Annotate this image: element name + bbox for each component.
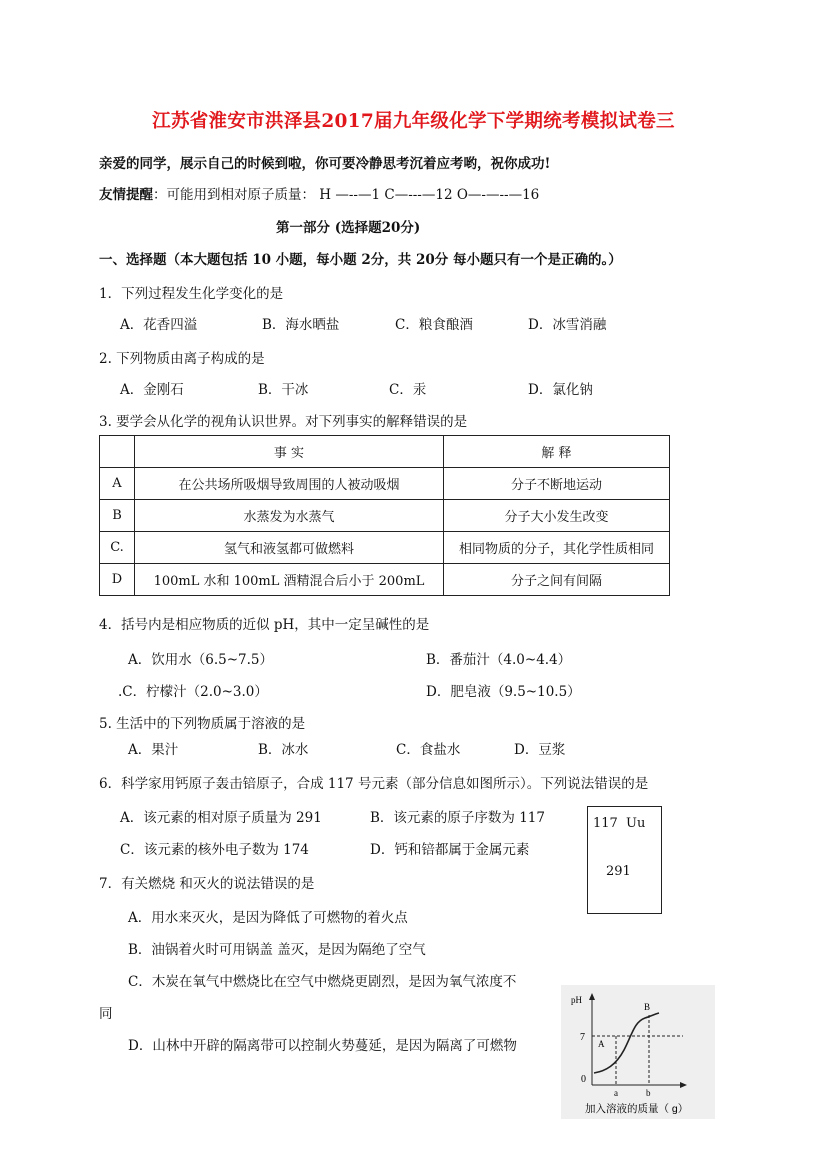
q4-stem: 4．括号内是相应物质的近似 pH，其中一定呈碱性的是 xyxy=(99,617,430,633)
row-key: C. xyxy=(100,532,135,564)
q5-option-c: C．食盐水 xyxy=(396,742,461,758)
row-key: D xyxy=(100,564,135,596)
page-title: 江苏省淮安市洪泽县2017届九年级化学下学期统考模拟试卷三 xyxy=(152,111,675,132)
q2-option-a: A．金刚石 xyxy=(120,382,184,398)
element-card xyxy=(587,806,662,914)
greeting: 亲爱的同学，展示自己的时候到啦，你可要冷静思考沉着应考哟，祝你成功! xyxy=(99,156,551,172)
q5-stem: 5. 生活中的下列物质属于溶液的是 xyxy=(99,716,306,732)
table-row xyxy=(100,500,670,532)
q6-option-c: C．该元素的核外电子数为 174 xyxy=(120,842,309,858)
element-mass: 291 xyxy=(606,864,631,879)
q5-option-a: A．果汁 xyxy=(128,742,179,758)
table-row xyxy=(100,564,670,596)
row-fact: 水蒸发为水蒸气 xyxy=(135,500,444,532)
tip-text: ：可能用到相对原子质量： H —--—1 C—---—12 O—-—--—16 xyxy=(153,187,540,203)
point-b-label: B xyxy=(644,1002,651,1012)
row-explain: 分子大小发生改变 xyxy=(444,500,670,532)
x-a-label: a xyxy=(614,1088,618,1098)
q6-option-b: B．该元素的原子序数为 117 xyxy=(370,810,545,826)
row-fact: 氢气和液氢都可做燃料 xyxy=(135,532,444,564)
q7-option-b: B．油锅着火时可用锅盖 盖灭，是因为隔绝了空气 xyxy=(128,942,426,958)
ph-axis-label: pH xyxy=(571,995,582,1005)
q1-option-b: B．海水晒盐 xyxy=(262,317,340,333)
row-key: B xyxy=(100,500,135,532)
element-symbol: Uu xyxy=(626,816,646,831)
q1-option-c: C．粮食酿酒 xyxy=(395,317,473,333)
q4-option-c: .C．柠檬汁（2.0~3.0） xyxy=(118,684,268,700)
q2-option-d: D．氯化钠 xyxy=(528,382,593,398)
x-axis-arrow-icon xyxy=(680,1082,687,1088)
x-b-label: b xyxy=(646,1088,651,1098)
y-axis-arrow-icon xyxy=(589,993,595,1000)
table-header-row xyxy=(100,436,670,468)
ph-graph-svg xyxy=(561,985,715,1119)
q5-option-d: D．豆浆 xyxy=(514,742,566,758)
q2-option-c: C．汞 xyxy=(389,382,427,398)
table-header-fact: 事 实 xyxy=(135,436,444,468)
row-fact: 100mL 水和 100mL 酒精混合后小于 200mL xyxy=(135,564,444,596)
q7-option-a: A．用水来灭火，是因为降低了可燃物的着火点 xyxy=(128,910,408,926)
table-row xyxy=(100,468,670,500)
tip-line xyxy=(99,183,539,203)
q4-option-d: D．肥皂液（9.5~10.5） xyxy=(426,684,581,700)
element-number: 117 xyxy=(593,816,618,831)
q1-stem: 1．下列过程发生化学变化的是 xyxy=(99,286,284,302)
q7-option-c: C．木炭在氧气中燃烧比在空气中燃烧更剧烈，是因为氧气浓度不 xyxy=(128,974,517,990)
row-key: A xyxy=(100,468,135,500)
q4-option-b: B．番茄汁（4.0~4.4） xyxy=(426,652,572,668)
row-explain: 分子之间有间隔 xyxy=(444,564,670,596)
row-explain: 分子不断地运动 xyxy=(444,468,670,500)
row-explain: 相同物质的分子，其化学性质相同 xyxy=(444,532,670,564)
ph7-label: 7 xyxy=(580,1032,585,1043)
q6-stem: 6．科学家用钙原子轰击锫原子，合成 117 号元素（部分信息如图所示）。下列说法错误的是 xyxy=(99,776,649,792)
ph-graph xyxy=(561,985,715,1119)
q6-option-a: A．该元素的相对原子质量为 291 xyxy=(120,810,322,826)
tip-label: 友情提醒 xyxy=(99,187,153,203)
q3-stem: 3. 要学会从化学的视角认识世界。对下列事实的解释错误的是 xyxy=(99,414,468,430)
row-fact: 在公共场所吸烟导致周围的人被动吸烟 xyxy=(135,468,444,500)
q1-option-d: D．冰雪消融 xyxy=(528,317,607,333)
table-header-explain: 解 释 xyxy=(444,436,670,468)
q7-stem: 7．有关燃烧 和灭火的说法错误的是 xyxy=(99,876,315,892)
origin-label: 0 xyxy=(581,1074,586,1085)
q4-option-a: A．饮用水（6.5~7.5） xyxy=(128,652,273,668)
facts-table xyxy=(99,435,670,596)
q2-option-b: B．干冰 xyxy=(258,382,309,398)
part1-heading: 第一部分 (选择题20分) xyxy=(276,220,421,236)
q1-option-a: A．花香四溢 xyxy=(120,317,198,333)
point-a-label: A xyxy=(598,1039,605,1049)
table-cell xyxy=(100,436,135,468)
section-heading: 一、选择题（本大题包括 10 小题，每小题 2分，共 20分 每小题只有一个是正确的。） xyxy=(99,252,622,268)
q5-option-b: B．冰水 xyxy=(258,742,309,758)
q2-stem: 2. 下列物质由离子构成的是 xyxy=(99,351,265,367)
q7-option-d: D．山林中开辟的隔离带可以控制火势蔓延，是因为隔离了可燃物 xyxy=(128,1038,517,1054)
q7-option-c-cont: 同 xyxy=(99,1006,113,1022)
q6-option-d: D．钙和锫都属于金属元素 xyxy=(370,842,530,858)
table-row xyxy=(100,532,670,564)
x-axis-label: 加入溶液的质量（ g） xyxy=(585,1103,689,1115)
